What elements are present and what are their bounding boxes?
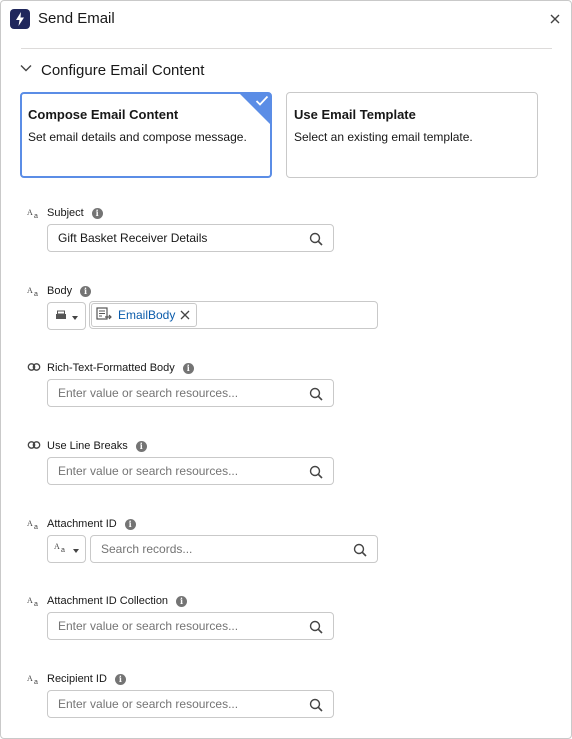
chevron-down-icon bbox=[19, 61, 33, 80]
svg-text:A: A bbox=[27, 596, 33, 605]
selected-check-icon bbox=[240, 94, 270, 124]
subject-label bbox=[27, 207, 103, 219]
boolean-type-icon bbox=[27, 362, 41, 374]
field-label-text: Use Line Breaks bbox=[47, 440, 128, 452]
placeholder: Enter value or search resources... bbox=[58, 464, 239, 478]
search-icon[interactable] bbox=[353, 543, 367, 560]
info-icon[interactable]: i bbox=[80, 286, 91, 297]
info-icon[interactable]: i bbox=[176, 596, 187, 607]
option-title: Use Email Template bbox=[294, 107, 416, 122]
svg-text:A: A bbox=[54, 542, 60, 551]
remove-icon[interactable] bbox=[180, 309, 190, 323]
rich-text-label bbox=[27, 362, 194, 374]
svg-text:a: a bbox=[61, 547, 65, 553]
svg-text:a: a bbox=[34, 524, 38, 530]
search-icon[interactable] bbox=[309, 465, 323, 482]
subject-input[interactable] bbox=[47, 224, 334, 252]
text-type-icon bbox=[27, 285, 41, 297]
placeholder: Search records... bbox=[101, 542, 193, 556]
close-icon[interactable] bbox=[547, 11, 563, 27]
option-description: Select an existing email template. bbox=[294, 130, 473, 144]
search-icon[interactable] bbox=[309, 387, 323, 404]
info-icon[interactable]: i bbox=[125, 519, 136, 530]
search-icon[interactable] bbox=[309, 232, 323, 249]
info-icon[interactable]: i bbox=[183, 363, 194, 374]
text-type-icon bbox=[27, 595, 41, 607]
section-title: Configure Email Content bbox=[41, 62, 205, 79]
attachment-type-picker[interactable] bbox=[47, 535, 86, 563]
chevron-down-icon bbox=[73, 540, 79, 558]
attachment-collection-input[interactable] bbox=[47, 612, 334, 640]
info-icon[interactable]: i bbox=[115, 674, 126, 685]
text-type-icon bbox=[27, 207, 41, 219]
attachment-id-input[interactable] bbox=[90, 535, 378, 563]
body-resource-picker[interactable] bbox=[47, 302, 86, 330]
svg-text:A: A bbox=[27, 208, 33, 217]
recipient-id-label bbox=[27, 673, 126, 685]
text-type-icon bbox=[27, 518, 41, 530]
body-label bbox=[27, 285, 91, 297]
recipient-id-input[interactable] bbox=[47, 690, 334, 718]
info-icon[interactable]: i bbox=[136, 441, 147, 452]
template-variable-icon bbox=[96, 307, 112, 324]
section-header[interactable] bbox=[19, 61, 204, 80]
resource-type-icon bbox=[55, 307, 67, 325]
chevron-down-icon bbox=[72, 307, 78, 325]
line-breaks-label bbox=[27, 440, 147, 452]
text-type-icon bbox=[54, 540, 68, 558]
svg-text:a: a bbox=[34, 291, 38, 297]
body-resource-pill[interactable] bbox=[91, 303, 197, 327]
option-description: Set email details and compose message. bbox=[28, 130, 247, 144]
boolean-type-icon bbox=[27, 440, 41, 452]
svg-text:a: a bbox=[34, 213, 38, 219]
placeholder: Enter value or search resources... bbox=[58, 697, 239, 711]
placeholder: Enter value or search resources... bbox=[58, 619, 239, 633]
panel-title: Send Email bbox=[38, 10, 115, 27]
svg-text:A: A bbox=[27, 519, 33, 528]
info-icon[interactable]: i bbox=[92, 208, 103, 219]
attachment-id-label bbox=[27, 518, 136, 530]
field-label-text: Attachment ID bbox=[47, 518, 117, 530]
use-template-option[interactable] bbox=[286, 92, 538, 178]
field-label-text: Body bbox=[47, 285, 73, 297]
svg-text:a: a bbox=[34, 601, 38, 607]
field-label-text: Recipient ID bbox=[47, 673, 107, 685]
attachment-collection-label bbox=[27, 595, 187, 607]
placeholder: Enter value or search resources... bbox=[58, 386, 239, 400]
field-label-text: Subject bbox=[47, 207, 84, 219]
subject-value: Gift Basket Receiver Details bbox=[58, 231, 208, 245]
rich-text-input[interactable] bbox=[47, 379, 334, 407]
pill-label: EmailBody bbox=[118, 308, 176, 322]
divider bbox=[21, 48, 552, 49]
field-label-text: Attachment ID Collection bbox=[47, 595, 169, 607]
svg-text:a: a bbox=[34, 679, 38, 685]
compose-email-option[interactable] bbox=[20, 92, 272, 178]
field-label-text: Rich-Text-Formatted Body bbox=[47, 362, 175, 374]
line-breaks-input[interactable] bbox=[47, 457, 334, 485]
search-icon[interactable] bbox=[309, 698, 323, 715]
svg-text:A: A bbox=[27, 674, 33, 683]
panel-header bbox=[1, 1, 571, 39]
search-icon[interactable] bbox=[309, 620, 323, 637]
svg-text:A: A bbox=[27, 286, 33, 295]
lightning-icon bbox=[10, 9, 30, 29]
option-title: Compose Email Content bbox=[28, 107, 179, 122]
text-type-icon bbox=[27, 673, 41, 685]
